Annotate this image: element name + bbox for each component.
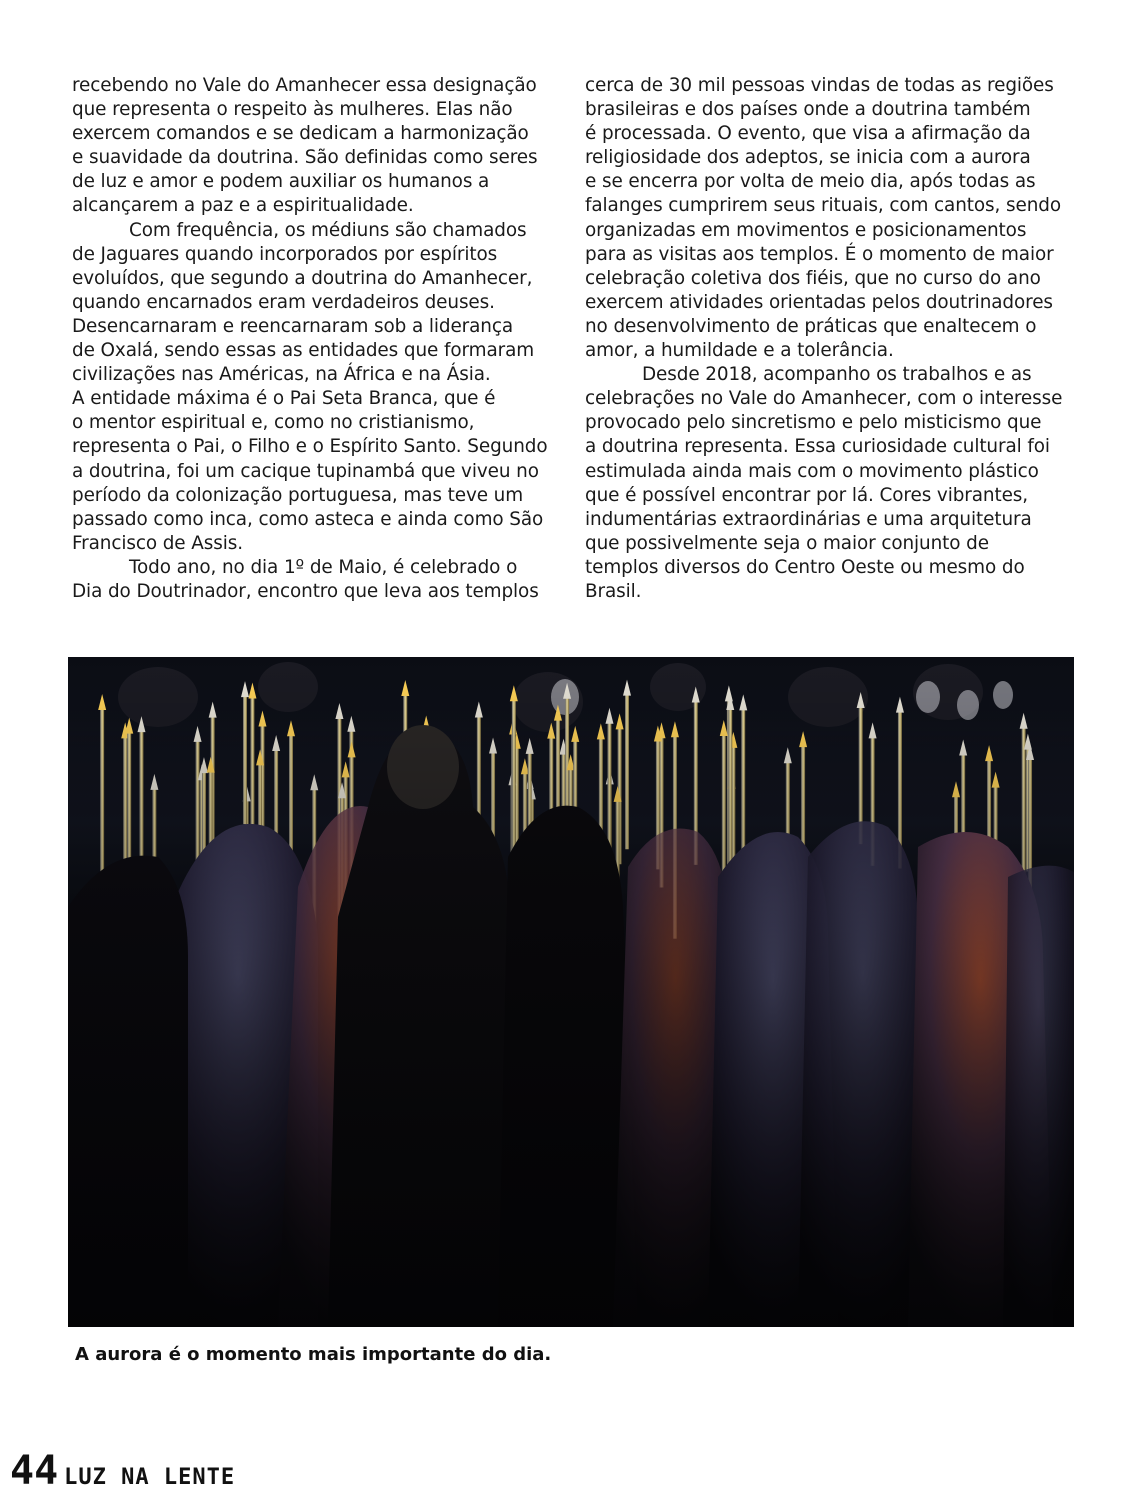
- text-line: Dia do Doutrinador, encontro que leva aos templos: [72, 580, 539, 602]
- text-line: e suavidade da doutrina. São definidas como seres: [72, 147, 538, 169]
- text-line: Desde 2018, acompanho os trabalhos e as: [642, 364, 1032, 386]
- text-line: Desencarnaram e reencarnaram sob a liderança: [72, 315, 514, 337]
- text-line: no desenvolvimento de práticas que enaltecem o: [585, 315, 1037, 337]
- text-line: celebração coletiva dos fiéis, que no curso do ano: [585, 267, 1041, 289]
- article-column-left: [72, 74, 564, 604]
- page-number: 44: [10, 1448, 59, 1494]
- text-line: é processada. O evento, que visa a afirmação da: [585, 123, 1031, 145]
- text-line: Brasil.: [585, 580, 642, 602]
- text-line: quando encarnados eram verdadeiros deuses.: [72, 291, 495, 313]
- article-column-right: [585, 74, 1077, 604]
- text-line: a doutrina representa. Essa curiosidade cultural foi: [585, 436, 1050, 458]
- text-line: evoluídos, que segundo a doutrina do Amanhecer,: [72, 267, 533, 289]
- text-line: exercem comandos e se dedicam a harmonização: [72, 123, 529, 145]
- text-line: cerca de 30 mil pessoas vindas de todas as regiões: [585, 75, 1054, 96]
- text-line: passado como inca, como asteca e ainda como São: [72, 508, 544, 530]
- text-line: brasileiras e dos países onde a doutrina também: [585, 99, 1031, 121]
- text-line: representa o Pai, o Filho e o Espírito Santo. Segundo: [72, 436, 548, 458]
- photo-caption: A aurora é o momento mais importante do dia.: [75, 1344, 552, 1365]
- text-line: o mentor espiritual e, como no cristianismo,: [72, 412, 475, 434]
- text-line: religiosidade dos adeptos, se inicia com a aurora: [585, 147, 1031, 169]
- text-line: que é possível encontrar por lá. Cores vibrantes,: [585, 484, 1029, 506]
- text-line: Com frequência, os médiuns são chamados: [129, 219, 527, 241]
- text-line: falanges cumprirem seus rituais, com cantos, sendo: [585, 195, 1061, 217]
- text-line: Todo ano, no dia 1º de Maio, é celebrado o: [129, 556, 518, 578]
- text-line: a doutrina, foi um cacique tupinambá que viveu no: [72, 460, 539, 482]
- text-line: de Oxalá, sendo essas as entidades que formaram: [72, 340, 535, 362]
- text-line: alcançarem a paz e a espiritualidade.: [72, 195, 414, 217]
- page-footer: [10, 1448, 235, 1494]
- text-line: estimulada ainda mais com o movimento plástico: [585, 460, 1039, 482]
- text-line: templos diversos do Centro Oeste ou mesmo do: [585, 556, 1025, 578]
- text-line: que possivelmente seja o maior conjunto de: [585, 532, 989, 554]
- text-line: organizadas em movimentos e posicionamentos: [585, 219, 1027, 241]
- text-line: indumentárias extraordinárias e uma arquitetura: [585, 508, 1032, 530]
- text-line: Francisco de Assis.: [72, 532, 243, 554]
- text-line: que representa o respeito às mulheres. Elas não: [72, 99, 513, 121]
- text-line: celebrações no Vale do Amanhecer, com o interesse: [585, 388, 1063, 410]
- magazine-title: LUZ NA LENTE: [64, 1465, 236, 1490]
- text-line: período da colonização portuguesa, mas teve um: [72, 484, 524, 506]
- text-line: de luz e amor e podem auxiliar os humanos a: [72, 171, 490, 193]
- text-line: civilizações nas Américas, na África e na Ásia.: [72, 364, 491, 386]
- text-line: provocado pelo sincretismo e pelo misticismo que: [585, 412, 1042, 434]
- text-line: para as visitas aos templos. É o momento de maior: [585, 243, 1054, 265]
- text-line: e se encerra por volta de meio dia, após todas as: [585, 171, 1036, 193]
- ritual-photo: [68, 657, 1074, 1327]
- text-line: amor, a humildade e a tolerância.: [585, 340, 894, 362]
- text-line: de Jaguares quando incorporados por espíritos: [72, 243, 498, 265]
- text-line: recebendo no Vale do Amanhecer essa designação: [72, 75, 537, 96]
- text-line: exercem atividades orientadas pelos doutrinadores: [585, 291, 1053, 313]
- text-line: A entidade máxima é o Pai Seta Branca, que é: [72, 388, 496, 410]
